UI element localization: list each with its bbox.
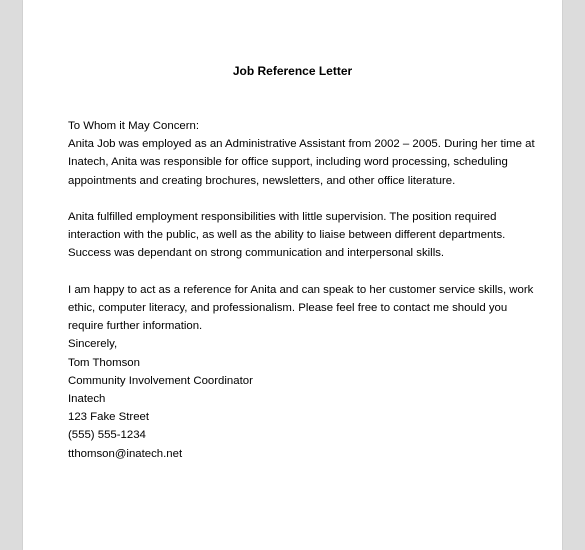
signer-company: Inatech	[68, 393, 106, 406]
signer-address: 123 Fake Street	[68, 411, 150, 424]
paragraph-responsibilities: Anita fulfilled employment responsibilities with little supervision. The position required interaction with the public, as well as the ability to liaise between different departments. Success was dependant on strong communication and interpersonal skills.	[68, 211, 506, 260]
paragraph-recommendation: I am happy to act as a reference for Anita and can speak to her customer service skills, work ethic, computer literacy, and professionalism. Please feel free to contact me should you require further information.	[68, 283, 534, 333]
signature-block	[68, 354, 538, 463]
signer-email: tthomson@inatech.net	[68, 447, 183, 460]
document-page	[23, 0, 562, 550]
letter-body	[68, 117, 538, 463]
signer-name: Tom Thomson	[68, 356, 140, 369]
signer-phone: (555) 555-1234	[68, 429, 146, 442]
signer-position: Community Involvement Coordinator	[68, 374, 253, 387]
paragraph-employment: Anita Job was employed as an Administrative Assistant from 2002 – 2005. During her time at Inatech, Anita was responsible for office support, including word processing, scheduling appointments and creating brochures, newsletters, and other office literature.	[68, 138, 535, 187]
letter-title: Job Reference Letter	[232, 64, 353, 78]
salutation: To Whom it May Concern:	[68, 120, 200, 132]
closing: Sincerely,	[68, 338, 118, 351]
